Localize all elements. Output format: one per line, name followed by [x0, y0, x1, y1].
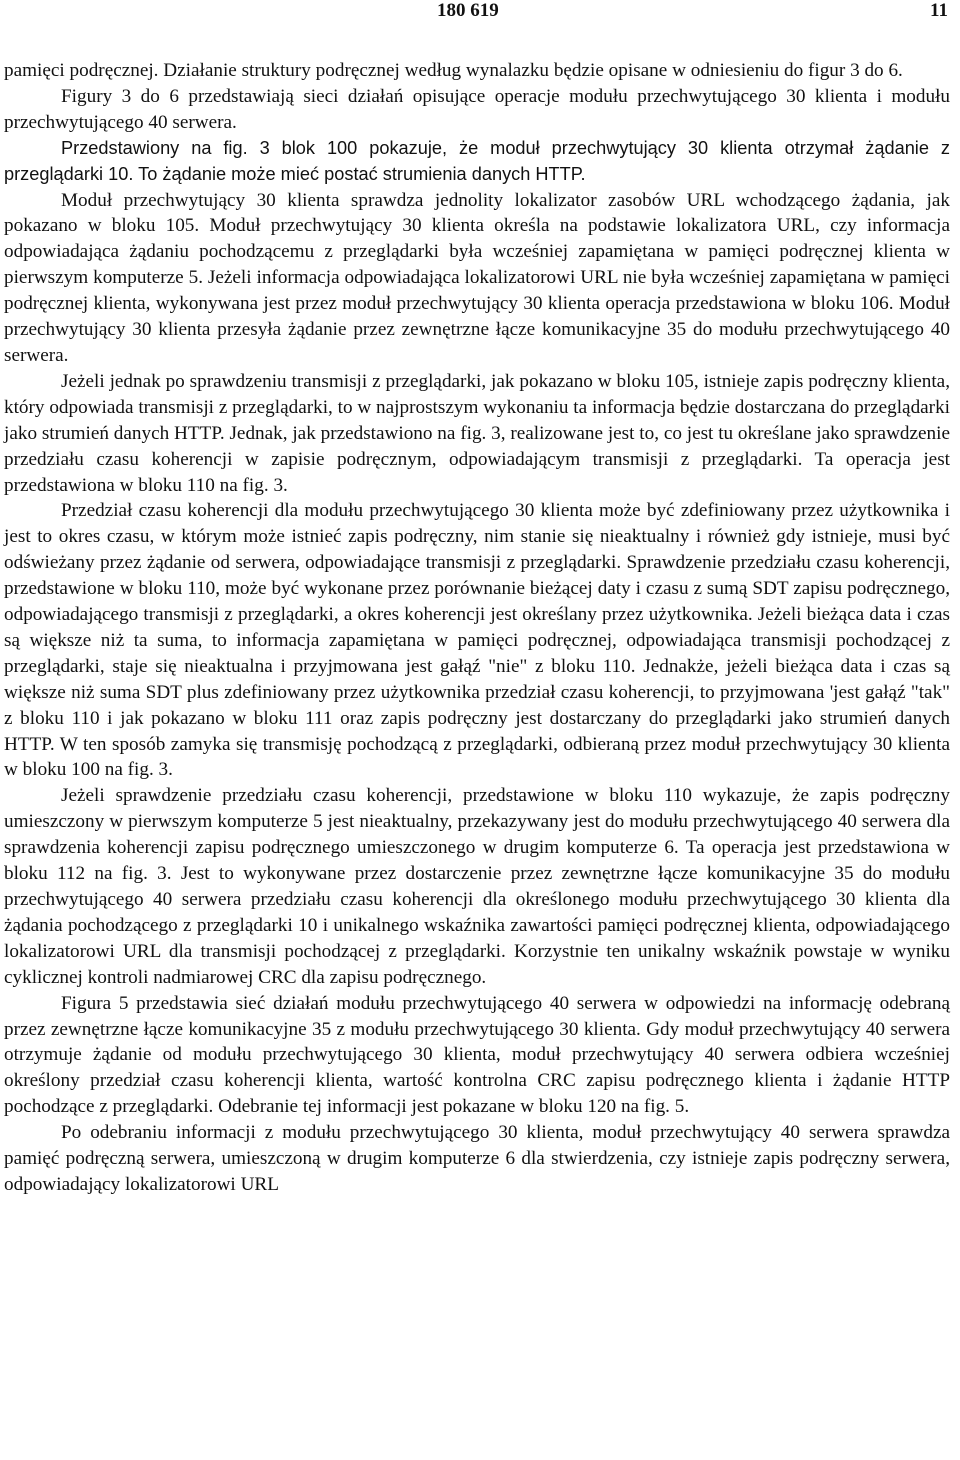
page-number: 11: [930, 0, 948, 21]
paragraph-7: Jeżeli sprawdzenie przedziału czasu koherencji, przedstawione w bloku 110 wykazuje, że zapis podręczny umieszczony w pierwszym komputerze 5 jest nieaktualny, przekazywany jest do modułu przechwytującego 40 serwera dla sprawdzenia koherencji zapisu podręcznego umieszczonego w drugim komputerze 6. Ta operacja jest przedstawiona w bloku 112 na fig. 3. Jest to wykonywane przez dostarczenie przez zewnętrzne łącze komunikacyjne 35 do modułu przechwytującego 40 serwera przedziału czasu koherencji dla określonego modułu przechwytującego 30 klienta dla żądania pochodzącego z przeglądarki 10 i unikalnego wskaźnika zawartości pamięci podręcznej klienta, odpowiadającego lokalizatorowi URL dla transmisji pochodzącej z przeglądarki. Korzystnie ten unikalny wskaźnik powstaje w wyniku cyklicznej kontroli nadmiarowej CRC dla zapisu podręcznego.: [4, 785, 950, 988]
page-header: [0, 0, 960, 26]
paragraph-4: Moduł przechwytujący 30 klienta sprawdza jednolity lokalizator zasobów URL wchodzącego żądania, jak pokazano w bloku 105. Moduł przechwytujący 30 klienta określa na podstawie lokalizatora URL, czy informacja odpowiadająca żądaniu pochodzącemu z przeglądarki była wcześniej zapamiętana w pamięci podręcznej klienta w pierwszym komputerze 5. Jeżeli informacja odpowiadająca lokalizatorowi URL nie była wcześniej zapamiętana w pamięci podręcznej klienta, wykonywana jest przez moduł przechwytujący 30 klienta operacja przedstawiona w bloku 106. Moduł przechwytujący 30 klienta przesyła żądanie przez zewnętrzne łącze komunikacyjne 35 do modułu przechwytującego 40 serwera.: [4, 189, 950, 366]
paragraph-1: pamięci podręcznej. Działanie struktury podręcznej według wynalazku będzie opisane w odniesieniu do figur 3 do 6.: [4, 60, 903, 81]
paragraph-6: Przedział czasu koherencji dla modułu przechwytującego 30 klienta może być zdefiniowany przez użytkownika i jest to okres czasu, w którym może istnieć zapis podręczny, nim stanie się nieaktualny i również gdy istnieje, musi być odświeżany przez żądanie od serwera, odpowiadające transmisji z przeglądarki. Sprawdzenie przedziału czasu koherencji, przedstawione w bloku 110, może być wykonane przez porównanie bieżącej daty i czasu z sumą SDT zapisu podręcznego, odpowiadającego transmisji z przeglądarki, a okres koherencji jest określany przez użytkownika. Jeżeli bieżąca data i czas są większe niż ta suma, to informacja zapamiętana w pamięci podręcznej, odpowiadająca transmisji pochodzącej z przeglądarki, staje się nieaktualna i przyjmowana jest gałąź "nie" z bloku 110. Jednakże, jeżeli bieżąca data i czas są większe niż suma SDT plus zdefiniowany przez użytkownika przedział czasu koherencji, to przyjmowana 'jest gałąź "tak" z bloku 110 i jak pokazano w bloku 111 oraz zapis podręczny jest dostarczany do przeglądarki jako strumień danych HTTP. W ten sposób zamyka się transmisję pochodzącą z przeglądarki, odbieraną przez moduł przechwytujący 30 klienta w bloku 100 na fig. 3.: [4, 500, 950, 781]
paragraph-2: Figury 3 do 6 przedstawiają sieci działań opisujące operacje modułu przechwytującego 30 klienta i modułu przechwytującego 40 serwera.: [4, 85, 950, 133]
paragraph-8: Figura 5 przedstawia sieć działań modułu przechwytującego 40 serwera w odpowiedzi na informację odebraną przez zewnętrzne łącze komunikacyjne 35 z modułu przechwytującego 30 klienta. Gdy moduł przechwytujący 40 serwera otrzymuje żądanie od modułu przechwytującego 30 klienta, moduł przechwytujący 40 serwera odbiera wcześniej określony przedział czasu koherencji klienta, wartość kontrolna CRC zapisu podręcznego klienta i żądanie HTTP pochodzące z przeglądarki. Odebranie tej informacji jest pokazane w bloku 120 na fig. 5.: [4, 992, 950, 1118]
body-text: [4, 58, 950, 1198]
paragraph-3: Przedstawiony na fig. 3 blok 100 pokazuje, że moduł przechwytujący 30 klienta otrzymał żądanie z przeglądarki 10. To żądanie może mieć postać strumienia danych HTTP.: [4, 137, 950, 184]
paragraph-5: Jeżeli jednak po sprawdzeniu transmisji z przeglądarki, jak pokazano w bloku 105, istnieje zapis podręczny klienta, który odpowiada transmisji z przeglądarki, to w najprostszym wykonaniu ta informacja będzie dostarczana do przeglądarki jako strumień danych HTTP. Jednak, jak przedstawiono na fig. 3, realizowane jest to, co jest tu określane jako sprawdzenie przedziału czasu koherencji w zapisie podręcznym, odpowiadającym transmisji z przeglądarki. Ta operacja jest przedstawiona w bloku 110 na fig. 3.: [4, 370, 950, 496]
patent-number: 180 619: [437, 0, 499, 21]
paragraph-9: Po odebraniu informacji z modułu przechwytującego 30 klienta, moduł przechwytujący 40 serwera sprawdza pamięć podręczną serwera, umieszczoną w drugim komputerze 6 dla stwierdzenia, czy istnieje zapis podręczny serwera, odpowiadający lokalizatorowi URL: [4, 1122, 950, 1195]
